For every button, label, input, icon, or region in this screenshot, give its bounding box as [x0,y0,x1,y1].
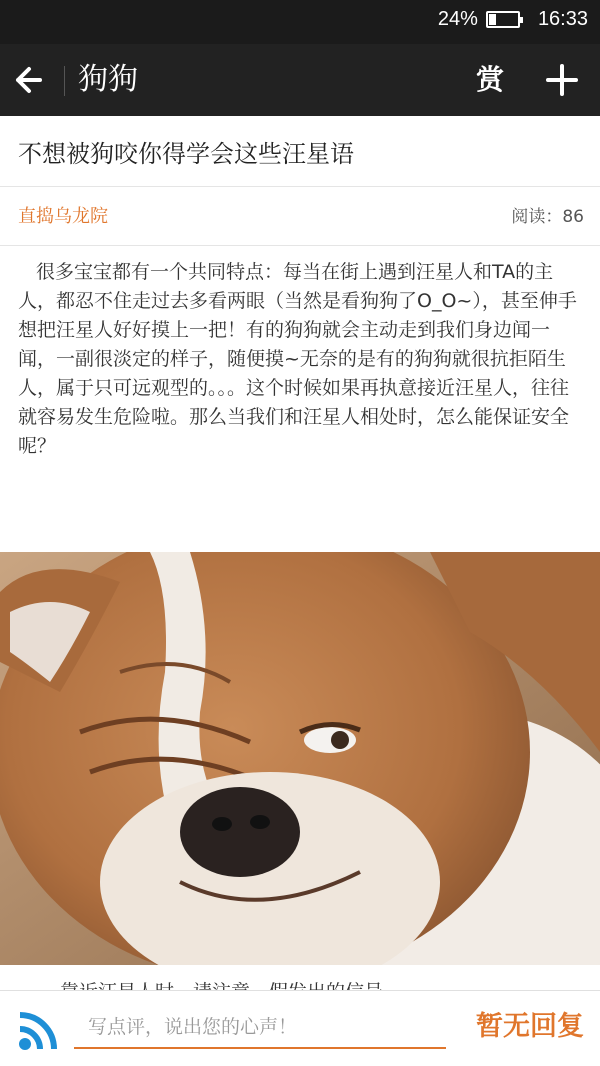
title-bar [0,44,600,116]
arrow-left-icon [10,58,54,102]
divider [0,245,600,246]
rss-icon[interactable] [18,1011,58,1051]
battery-level [489,14,496,25]
clock: 16:33 [537,8,588,30]
title-divider [64,66,65,96]
status-indicators [438,8,588,31]
dog-photo [0,552,600,965]
article-title: 不想被狗咬你得学会这些汪星语 [18,140,354,168]
reward-button[interactable]: 赏 [475,63,504,96]
back-button[interactable] [10,58,54,102]
comment-bar [0,990,600,1066]
plus-icon [540,58,584,102]
add-button[interactable] [540,58,584,102]
status-bar [0,0,600,44]
no-reply-button[interactable]: 暂无回复 [476,1011,584,1042]
source-link[interactable]: 直捣乌龙院 [18,206,108,227]
divider [0,186,600,187]
article-body: 很多宝宝都有一个共同特点：每当在街上遇到汪星人和TA的主人，都忍不住走过去多看两眼（当然是看狗狗了O_O~），甚至伸手想把汪星人好好摸上一把！有的狗狗就会主动走到我们身边闻一闻，一副很淡定的样子，随便摸~无奈的是有的狗狗就很抗拒陌生人，属于只可远观型的。。。这个时候如果再执意接近汪星人，往往就容易发生危险啦。那么当我们和汪星人相处时，怎么能保证安全呢？ [18,261,577,457]
page-title: 狗狗 [78,62,138,97]
comment-input[interactable] [74,1007,446,1049]
battery-percent: 24% [437,8,478,30]
battery-icon [486,11,520,28]
rss-icon [18,1011,58,1051]
read-count: 阅读：86 [511,207,584,227]
